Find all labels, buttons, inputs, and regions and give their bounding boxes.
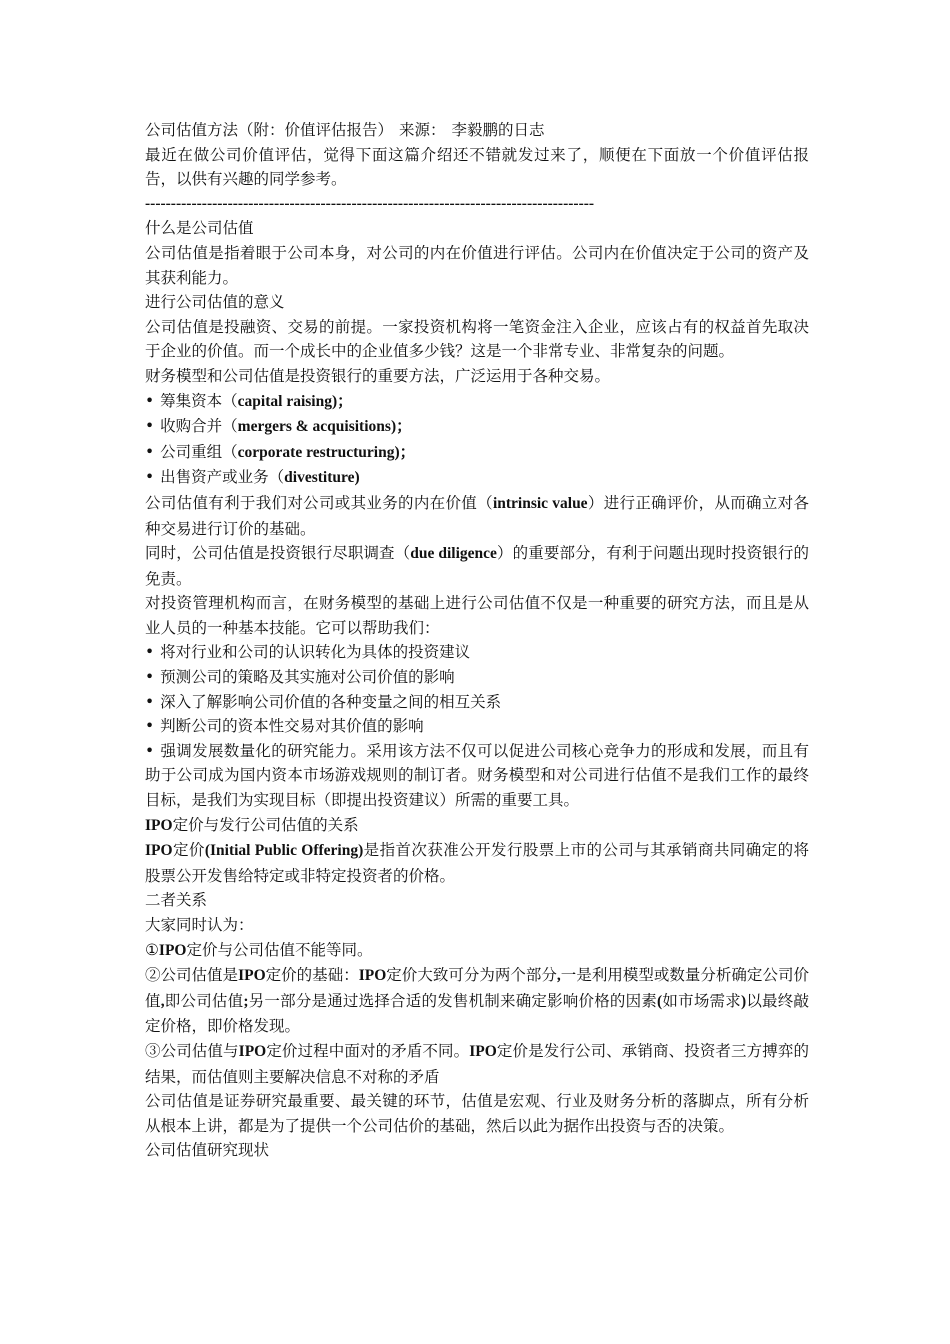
document-page [145,118,809,1163]
heading-research-status: 公司估值研究现状 [145,1141,270,1160]
intro-paragraph: 最近在做公司价值评估，觉得下面这篇介绍还不错就发过来了，顺便在下面放一个价值评估报告，以供有兴趣的同学参考。 [145,145,809,189]
list-item: • 公司重组（corporate restructuring)； [145,442,416,461]
paragraph-consensus: 大家同时认为： [145,916,254,934]
bullet-icon: • [145,391,155,410]
bullet-icon: • [145,741,155,760]
bullet-icon: • [145,643,155,662]
point-three: ③公司估值与IPO定价过程中面对的矛盾不同。IPO定价是发行公司、承销商、投资者三方搏弈的结果，而估值则主要解决信息不对称的矛盾 [145,1041,809,1086]
heading-what-is-valuation: 什么是公司估值 [145,219,254,238]
list-item: • 深入了解影响公司价值的各种变量之间的相互关系 [145,692,502,711]
bullet-icon: • [145,442,155,461]
source-name: 李毅鹏的日志 [451,121,545,139]
list-item: • 将对行业和公司的认识转化为具体的投资建议 [145,643,471,662]
document-title: 公司估值方法（附：价值评估报告） [145,121,394,139]
paragraph-methods: 财务模型和公司估值是投资银行的重要方法，广泛运用于各种交易。 [145,366,611,385]
paragraph-due-diligence: 同时，公司估值是投资银行尽职调查（due diligence）的重要部分，有利于问题出现时投资银行的免责。 [145,544,809,588]
paragraph-what-is-valuation: 公司估值是指着眼于公司本身，对公司的内在价值进行评估。公司内在价值决定于公司的资产及其获利能力。 [145,243,809,287]
paragraph-ipo-definition: IPO定价(Initial Public Offering)是指首次获准公开发行股票上市的公司与其承销商共同确定的将股票公开发售给特定或非特定投资者的价格。 [145,841,809,885]
paragraph-meaning: 公司估值是投融资、交易的前提。一家投资机构将一笔资金注入企业，应该占有的权益首先取决于企业的价值。而一个成长中的企业值多少钱？这是一个非常专业、非常复杂的问题。 [145,317,809,361]
bullet-icon: • [145,668,155,687]
divider-line: --------------------------------------------------------------------------------------- [145,194,595,212]
bullet-icon: • [145,692,155,711]
list-item: • 出售资产或业务（divestiture) [145,468,360,487]
list-item: • 预测公司的策略及其实施对公司价值的影响 [145,668,455,687]
heading-ipo-relation: IPO定价与发行公司估值的关系 [145,815,359,834]
bullet-icon: • [145,717,155,736]
bullet-icon: • [145,417,155,436]
paragraph-skill: 对投资管理机构而言，在财务模型的基础上进行公司估值不仅是一种重要的研究方法，而且是从业人员的一种基本技能。它可以帮助我们： [145,594,809,637]
heading-relation: 二者关系 [145,891,208,910]
list-item: • 判断公司的资本性交易对其价值的影响 [145,717,424,736]
title-line [145,118,809,143]
list-item: • 强调发展数量化的研究能力。采用该方法不仅可以促进公司核心竞争力的形成和发展，而且有助于公司成为国内资本市场游戏规则的制订者。财务模型和对公司进行估值不是我们工作的最终目标，是我们为实现目标（即提出投资建议）所需的重要工具。 [145,741,809,810]
list-item: • 收购合并（mergers & acquisitions)； [145,417,412,436]
point-two: ②公司估值是IPO定价的基础：IPO定价大致可分为两个部分,一是利用模型或数量分析确定公司价值,即公司估值;另一部分是通过选择合适的发售机制来确定影响价格的因素(如市场需求)以最终敲定价格，即价格发现。 [145,966,809,1036]
list-item: • 筹集资本（capital raising)； [145,391,353,410]
paragraph-research: 公司估值是证券研究最重要、最关键的环节，估值是宏观、行业及财务分析的落脚点，所有分析从根本上讲，都是为了提供一个公司估价的基础，然后以此为据作出投资与否的决策。 [145,1092,809,1135]
paragraph-intrinsic-value: 公司估值有利于我们对公司或其业务的内在价值（intrinsic value）进行正确评价，从而确立对各种交易进行订价的基础。 [145,493,809,538]
point-one: ①IPO定价与公司估值不能等同。 [145,940,373,959]
bullet-icon: • [145,468,155,487]
heading-meaning: 进行公司估值的意义 [145,293,285,312]
source-label: 来源： [399,121,446,139]
